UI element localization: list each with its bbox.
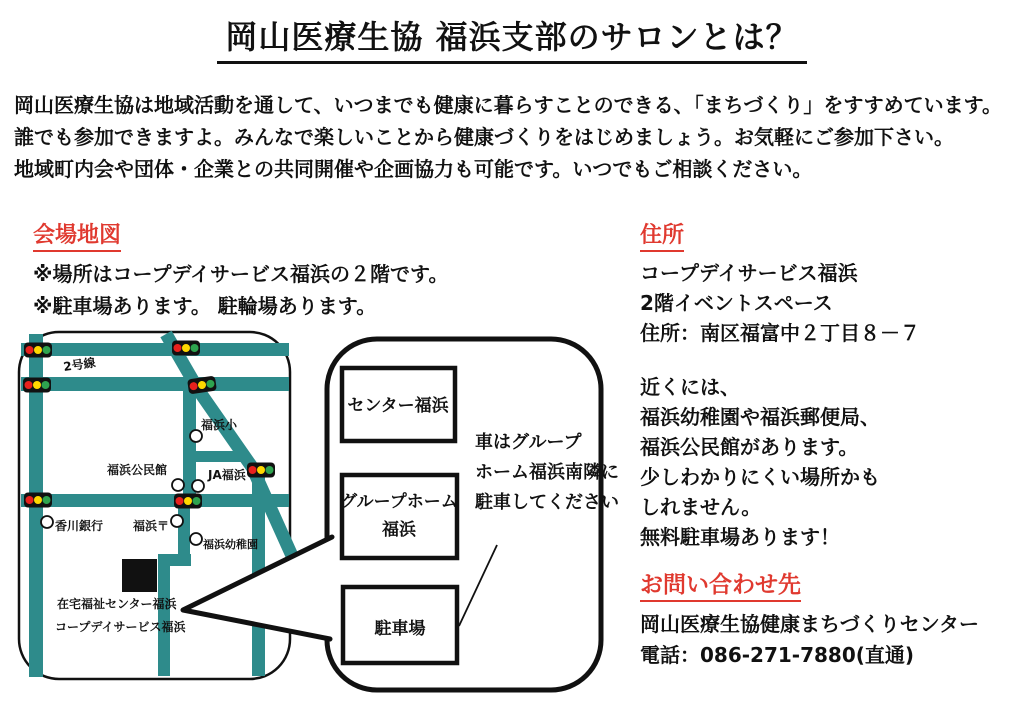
map-label-kindergarten: 福浜幼稚園 bbox=[203, 538, 258, 551]
traffic-light-icon bbox=[247, 463, 275, 478]
bubble-box-group-home bbox=[342, 475, 457, 558]
venue-note-1: ※場所はコープデイサービス福浜の２階です。 bbox=[33, 262, 449, 286]
map-label-center-line1: 在宅福祉センター福浜 bbox=[57, 597, 177, 611]
map-label-bank: 香川銀行 bbox=[55, 519, 104, 533]
venue-heading: 会場地図 bbox=[33, 218, 121, 252]
map-label-elementary: 福浜小 bbox=[201, 418, 238, 432]
intro-line-1: 岡山医療生協は地域活動を通して、いつまでも健康に暮らすことのできる、「まちづくり」をすすめています。 bbox=[14, 93, 1002, 117]
road-route2-north bbox=[21, 343, 289, 356]
road-middle-lower bbox=[158, 554, 170, 676]
bubble-note-line-2: ホーム福浜南隣に bbox=[475, 462, 619, 483]
map-label-post-office: 福浜〒 bbox=[133, 519, 170, 533]
bubble-note-line-1: 車はグループ bbox=[475, 432, 582, 453]
bubble-box-label-parking: 駐車場 bbox=[374, 619, 426, 639]
contact-phone: 電話：086-271-7880(直通) bbox=[640, 643, 915, 667]
page-title: 岡山医療生協 福浜支部のサロンとは？ bbox=[217, 12, 806, 64]
address-line-2: 2階イベントスペース bbox=[640, 291, 833, 315]
traffic-light-icon bbox=[24, 343, 52, 358]
map-label-route2: 2号線 bbox=[62, 355, 97, 374]
nearby-line-2: 福浜幼稚園や福浜郵便局、 bbox=[640, 405, 880, 429]
traffic-light-icon bbox=[174, 494, 202, 509]
venue-building-square bbox=[122, 559, 157, 592]
landmark-post-circle bbox=[171, 515, 183, 527]
intro-line-2: 誰でも参加できますよ。みんなで楽しいことから健康づくりをはじめましょう。お気軽にご参加下さい。 bbox=[14, 125, 954, 149]
contact-heading: お問い合わせ先 bbox=[640, 566, 801, 602]
address-line-3: 住所：南区福富中２丁目８－７ bbox=[640, 321, 920, 345]
bubble-note-line-3: 駐車してください bbox=[475, 492, 619, 513]
traffic-light-icon bbox=[24, 493, 52, 508]
nearby-line-1: 近くには、 bbox=[640, 375, 740, 399]
road-middle-stub bbox=[196, 451, 248, 462]
bubble-box-label-grouphome-2: 福浜 bbox=[382, 520, 416, 540]
landmark-ja-circle bbox=[192, 480, 204, 492]
bubble-box-label-grouphome-1: グループホーム bbox=[340, 492, 458, 512]
bubble-box-label-center: センター福浜 bbox=[347, 396, 449, 416]
landmark-community-circle bbox=[172, 479, 184, 491]
nearby-line-4: 少しわかりにくい場所かも bbox=[640, 465, 880, 489]
map-label-center-line2: コープデイサービス福浜 bbox=[55, 620, 186, 634]
traffic-light-icon bbox=[172, 341, 200, 356]
road-middle-mid bbox=[178, 503, 190, 560]
traffic-light-icon bbox=[23, 378, 51, 393]
address-line-1: コープデイサービス福浜 bbox=[640, 261, 858, 285]
nearby-line-3: 福浜公民館があります。 bbox=[640, 435, 859, 459]
nearby-line-5: しれません。 bbox=[640, 495, 762, 519]
nearby-line-6: 無料駐車場あります！ bbox=[640, 525, 840, 549]
venue-note-2: ※駐車場あります。 駐輪場あります。 bbox=[33, 294, 377, 318]
landmark-kindergarten-circle bbox=[190, 533, 202, 545]
road-route2-south bbox=[21, 377, 289, 391]
contact-org: 岡山医療生協健康まちづくりセンター bbox=[640, 612, 979, 636]
intro-line-3: 地域町内会や団体・企業との共同開催や企画協力も可能です。いつでもご相談ください。 bbox=[14, 157, 813, 181]
map-label-ja: JA福浜 bbox=[208, 468, 246, 482]
road-south-horizontal bbox=[21, 494, 289, 507]
landmark-bank-circle bbox=[41, 516, 53, 528]
address-heading: 住所 bbox=[640, 218, 684, 252]
map-label-community-center: 福浜公民館 bbox=[107, 463, 168, 477]
